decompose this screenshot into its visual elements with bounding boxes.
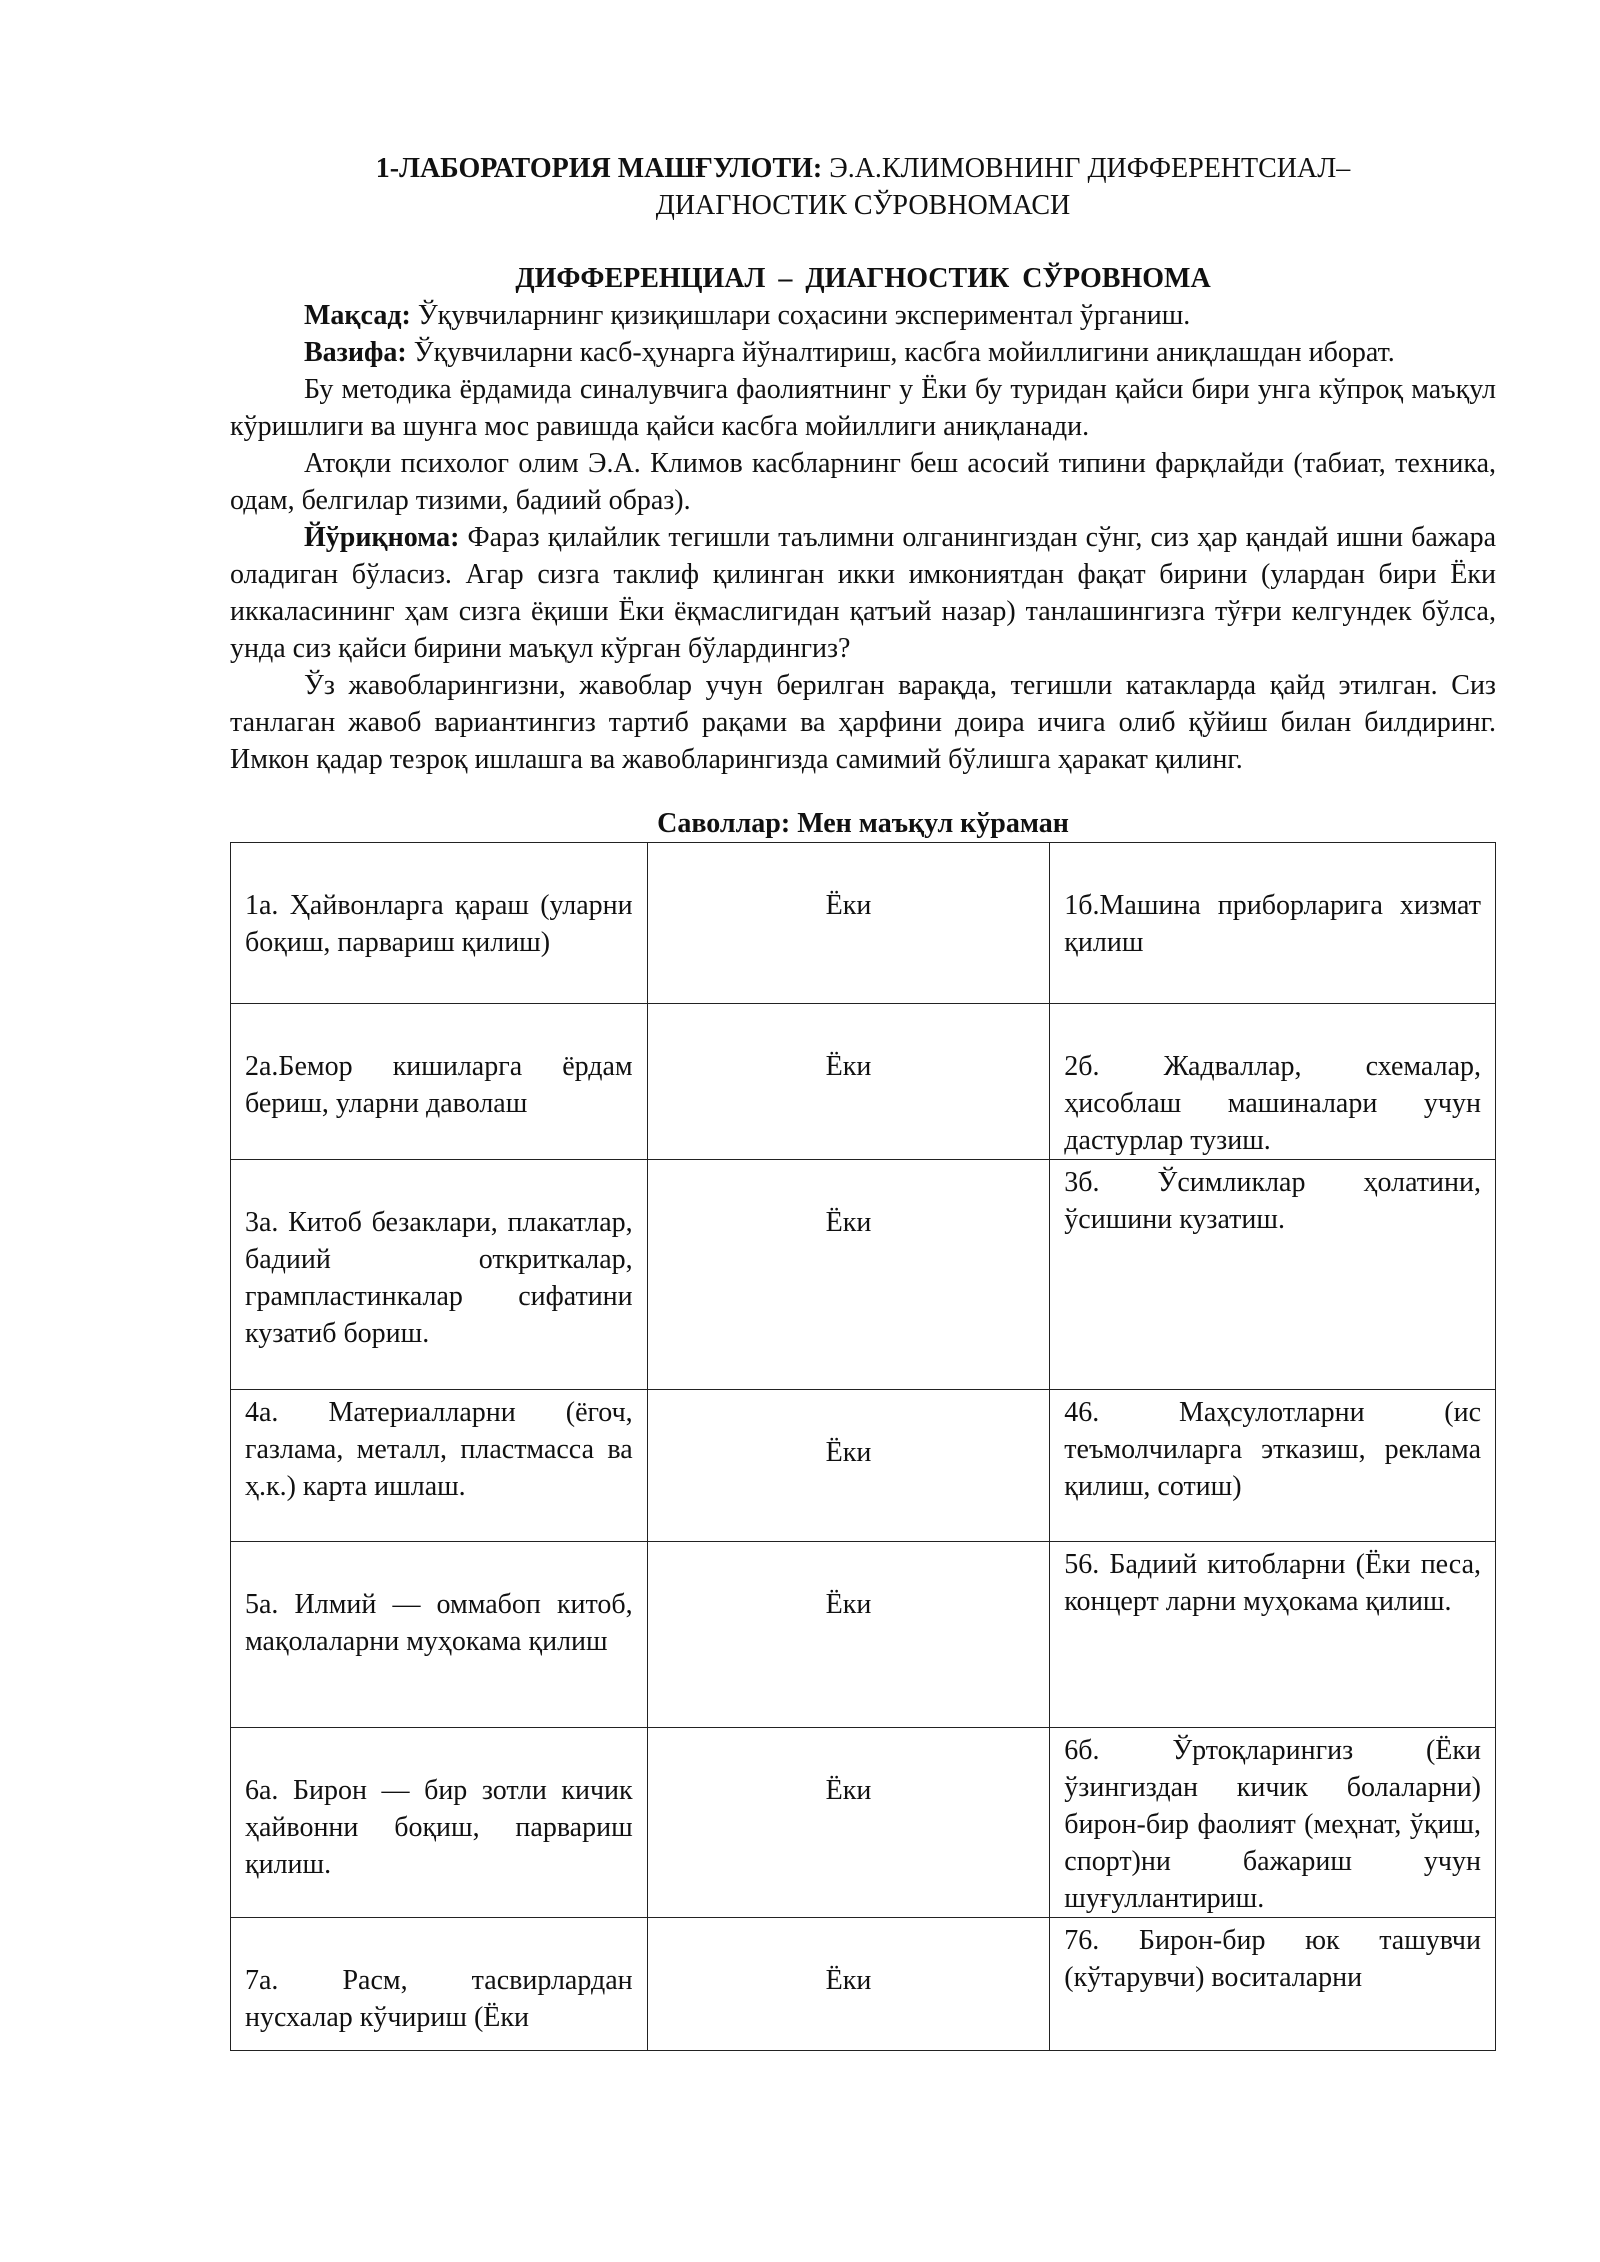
title-bold-part: 1-ЛАБОРАТОРИЯ МАШҒУЛОТИ:	[375, 153, 823, 184]
title-line1-rest: Э.А.КЛИМОВНИНГ ДИФФЕРЕНТСИАЛ–	[829, 153, 1351, 184]
table-row	[231, 1728, 1496, 1918]
method-paragraph: Бу методика ёрдамида синалувчига фаолиятнинг у Ёки бу туридан қайси бири унга кўпроқ маъқул кўришлиги ва шунга мос равишда қайси касбга мойиллиги аниқланади.	[230, 374, 1496, 442]
or-cell: Ёки	[647, 843, 1050, 1004]
table-row	[231, 1542, 1496, 1728]
task-paragraph	[230, 334, 1496, 371]
answer-paragraph: Ўз жавобларингизни, жавоблар учун берилган варақда, тегишли катакларда қайд этилган. Сиз танлаган жавоб вариантингиз тартиб рақами ва ҳарфини доира ичига олиб қўйиш билан билдиринг. Имкон қадар тезроқ ишлашга ва жавобларингизда самимий бўлишга ҳаракат қилинг.	[230, 670, 1496, 775]
goal-text: Ўқувчиларнинг қизиқишлари соҳасини экспериментал ўрганиш.	[410, 300, 1191, 331]
table-row	[231, 1918, 1496, 2051]
option-b-cell: 6б. Ўртоқларингиз (Ёки ўзингиздан кичик болаларни) бирон-бир фаолият (меҳнат, ўқиш, спорт)ни бажариш учун шуғуллантириш.	[1050, 1728, 1496, 1918]
instruction-text: Фараз қилайлик тегишли таълимни олганингиздан сўнг, сиз ҳар қандай ишни бажара оладиган бўласиз. Агар сизга таклиф қилинган икки имкониятдан фақат бирини (улардан бири Ёки иккаласининг ҳам сизга ёқиши Ёки ёқмаслигидан қатъий назар) танлашингизга тўғри келгундек бўлса, унда сиз қайси бирини маъқул кўрган бўлардингиз?	[230, 522, 1496, 664]
table-caption: Саволлар: Мен маъқул кўраман	[657, 808, 1069, 839]
option-a-cell: 3а. Китоб безаклари, плакатлар, бадиий откриткалар, грампластинкалар сифатини кузатиб бориш.	[231, 1160, 648, 1390]
option-a-cell: 1а. Ҳайвонларга қараш (уларни боқиш, парвариш қилиш)	[231, 843, 648, 1004]
table-row	[231, 1004, 1496, 1160]
goal-label: Мақсад:	[304, 300, 411, 331]
option-b-cell: 2б. Жадваллар, схемалар, ҳисоблаш машиналари учун дастурлар тузиш.	[1050, 1004, 1496, 1160]
document-title	[230, 150, 1496, 224]
questions-table	[230, 842, 1496, 2051]
option-b-cell: 1б.Машина приборларига хизмат қилиш	[1050, 843, 1496, 1004]
instruction-paragraph	[230, 519, 1496, 667]
instruction-label: Йўриқнома:	[304, 522, 460, 553]
option-b-cell: 46. Маҳсулотларни (ис теъмолчиларга этказиш, реклама қилиш, сотиш)	[1050, 1390, 1496, 1542]
or-cell: Ёки	[647, 1390, 1050, 1542]
option-b-cell: 3б. Ўсимликлар ҳолатини, ўсишини кузатиш.	[1050, 1160, 1496, 1390]
option-a-cell: 5а. Илмий — оммабоп китоб, мақолаларни муҳокама қилиш	[231, 1542, 648, 1728]
document-subtitle: ДИФФЕРЕНЦИАЛ – ДИАГНОСТИК СЎРОВНОМА	[515, 263, 1211, 294]
table-row	[231, 1390, 1496, 1542]
table-row	[231, 1160, 1496, 1390]
goal-paragraph	[230, 297, 1496, 334]
option-b-cell: 76. Бирон-бир юк ташувчи (кўтарувчи) воситаларни	[1050, 1918, 1496, 2051]
or-cell: Ёки	[647, 1728, 1050, 1918]
option-a-cell: 7а. Расм, тасвирлардан нусхалар кўчириш (Ёки	[231, 1918, 648, 2051]
document-page	[230, 150, 1496, 2051]
task-text: Ўқувчиларни касб-ҳунарга йўналтириш, касбга мойиллигини аниқлашдан иборат.	[406, 337, 1395, 368]
title-line2: ДИАГНОСТИК СЎРОВНОМАСИ	[655, 190, 1071, 221]
option-a-cell: 6а. Бирон — бир зотли кичик ҳайвонни боқиш, парвариш қилиш.	[231, 1728, 648, 1918]
or-cell: Ёки	[647, 1542, 1050, 1728]
or-cell: Ёки	[647, 1004, 1050, 1160]
option-a-cell: 2а.Бемор кишиларга ёрдам бериш, уларни даволаш	[231, 1004, 648, 1160]
option-b-cell: 56. Бадиий китобларни (Ёки песа, концерт ларни муҳокама қилиш.	[1050, 1542, 1496, 1728]
or-cell: Ёки	[647, 1160, 1050, 1390]
types-paragraph: Атоқли психолог олим Э.А. Климов касбларнинг беш асосий типини фарқлайди (табиат, техника, одам, белгилар тизими, бадиий образ).	[230, 448, 1496, 516]
or-cell: Ёки	[647, 1918, 1050, 2051]
task-label: Вазифа:	[304, 337, 407, 368]
option-a-cell: 4а. Материалларни (ёгоч, газлама, металл, пластмасса ва ҳ.к.) карта ишлаш.	[231, 1390, 648, 1542]
table-row	[231, 843, 1496, 1004]
